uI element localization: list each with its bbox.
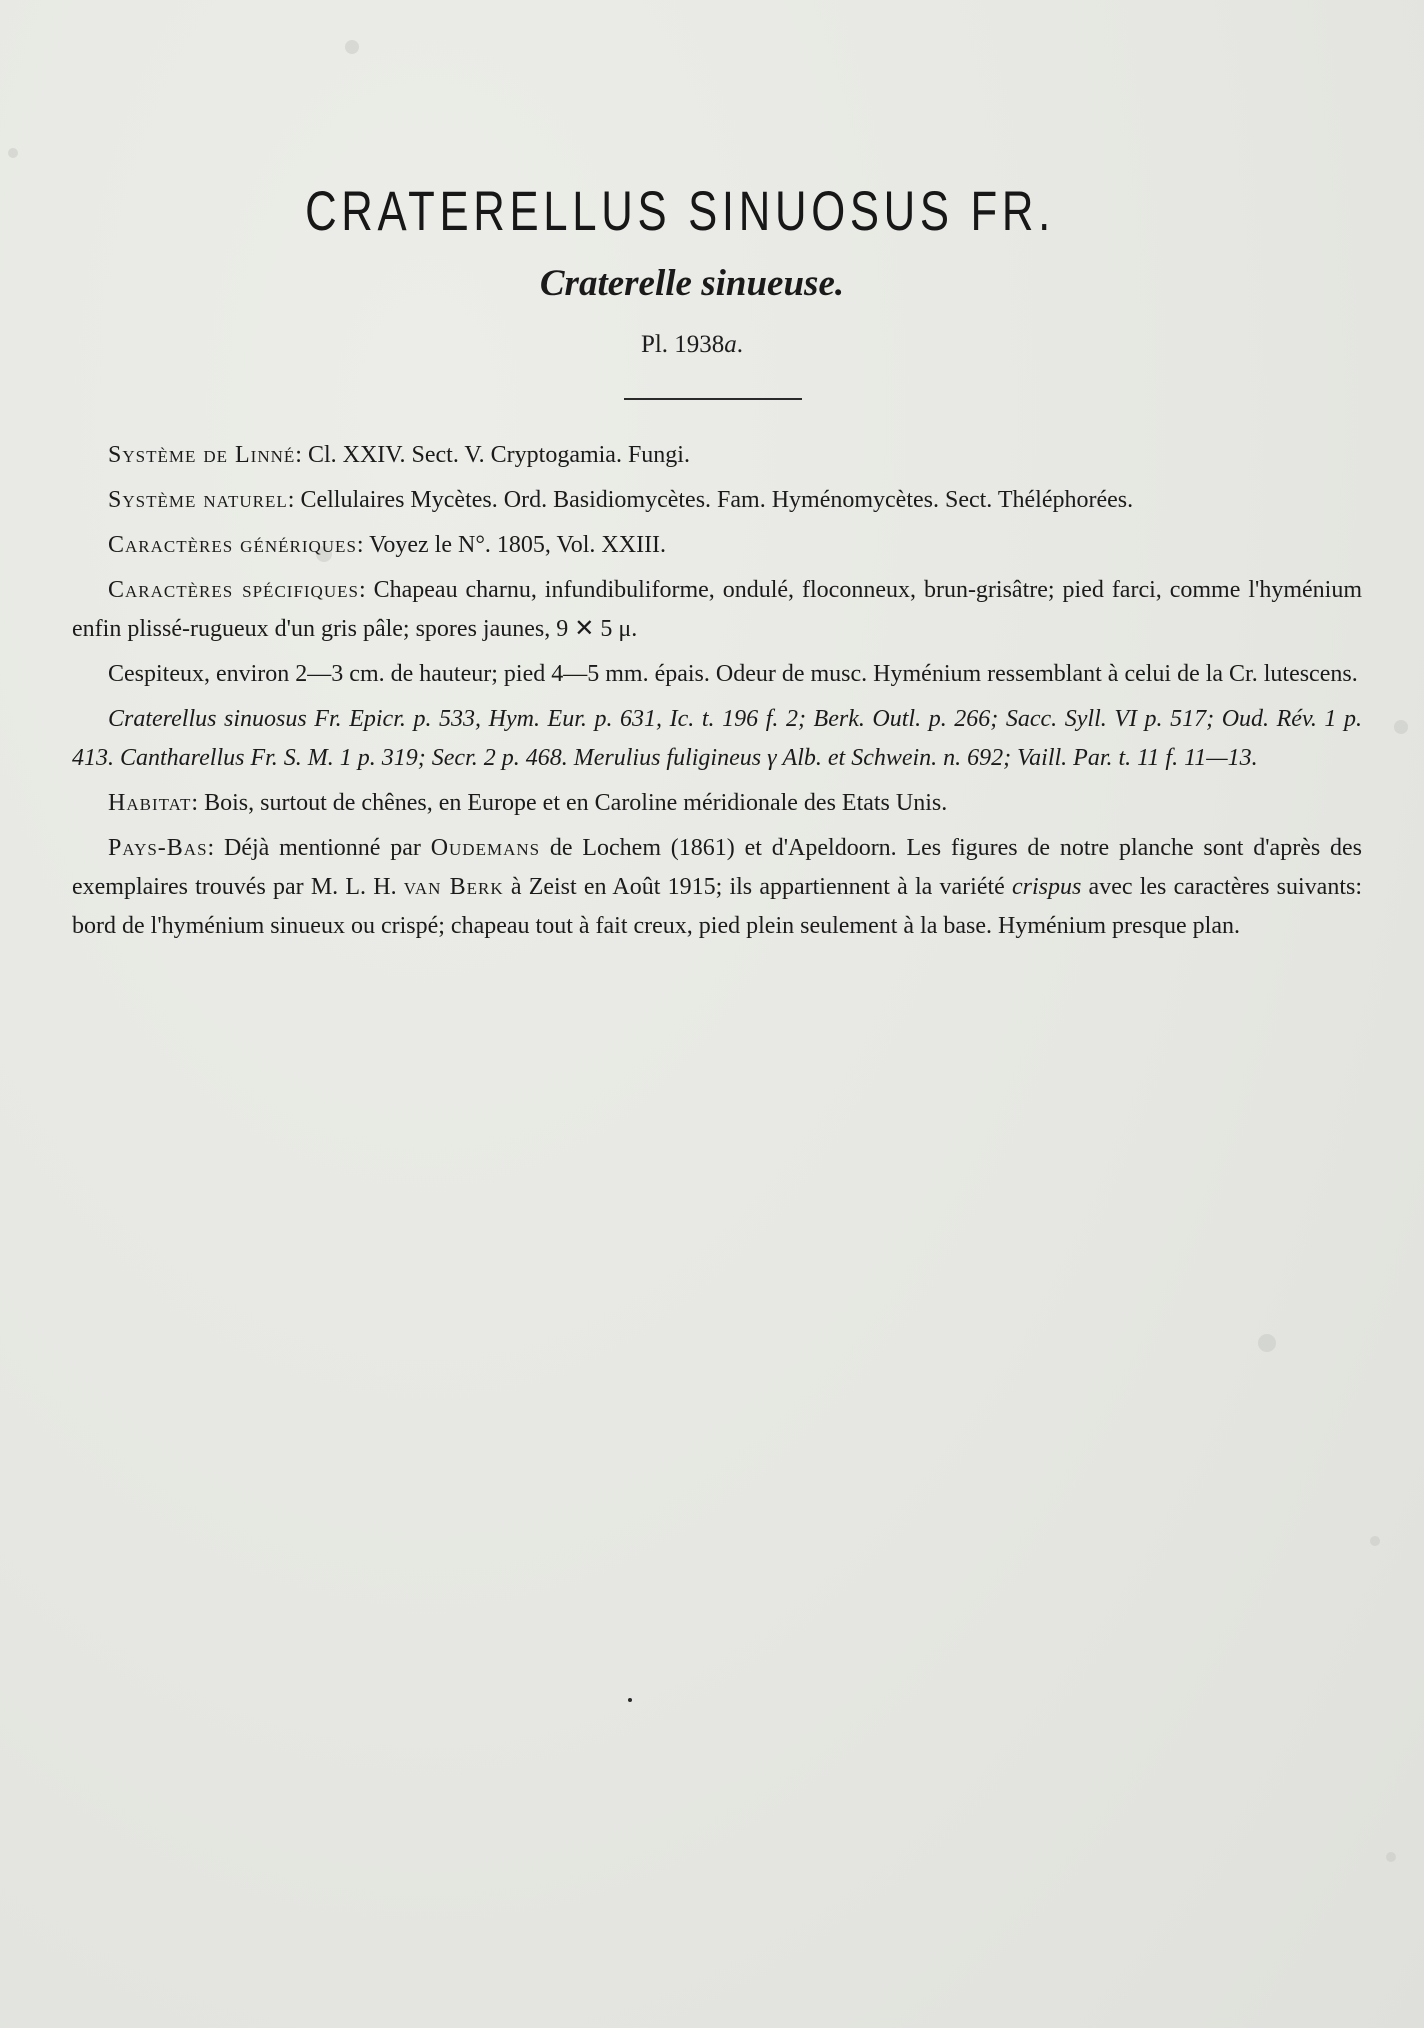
page-title: CRATERELLUS SINUOSUS FR.: [305, 179, 1055, 242]
text-caracteres-specifiques: : Chapeau charnu, infundibuliforme, ondulé, floconneux, brun-grisâtre; pied farci, comme l'hyménium enfin plissé-rugueux d'un gris pâle; spores jaunes, 9 ✕ 5 μ.: [72, 577, 1362, 642]
paper-spot: [8, 148, 18, 158]
paper-spot: [1370, 1536, 1380, 1546]
paragraph-caracteres-specifiques: [72, 571, 1362, 649]
text-pays-bas-4: avec les caractères suivants: bord de l'hyménium sinueux ou crispé; chapeau tout à fait creux, pied plein seulement à la base. Hyménium presque plan.: [72, 874, 1363, 939]
text-pays-bas-1: : Déjà mentionné par: [207, 835, 431, 861]
plate-prefix: Pl. 1938: [640, 331, 725, 358]
title-divider: [624, 398, 802, 400]
plate-suffix: a: [724, 331, 737, 358]
variety-crispus: crispus: [1012, 874, 1082, 900]
plate-end: .: [736, 331, 744, 358]
text-pays-bas-3: à Zeist en Août 1915; ils appartiennent à la variété: [503, 874, 1013, 900]
paper-spot: [1258, 1334, 1276, 1352]
text-habitat: : Bois, surtout de chênes, en Europe et en Caroline méridionale des Etats Unis.: [191, 790, 948, 816]
label-pays-bas: Pays-Bas: [108, 835, 208, 861]
author-oudemans: Oudemans: [430, 835, 541, 861]
paragraph-description: Cespiteux, environ 2—3 cm. de hauteur; pied 4—5 mm. épais. Odeur de musc. Hyménium ressemblant à celui de la Cr. lutescens.: [108, 661, 1358, 687]
paper-spot: [1386, 1852, 1396, 1862]
ink-dot: [628, 1698, 632, 1702]
paper-spot: [1394, 720, 1408, 734]
text-systeme-naturel: : Cellulaires Mycètes. Ord. Basidiomycètes. Fam. Hyménomycètes. Sect. Théléphorées.: [287, 487, 1134, 513]
paper-spot: [345, 40, 359, 54]
paragraph-caracteres-generiques: [72, 526, 1362, 565]
plate-number: [0, 331, 1404, 359]
label-systeme-naturel: Système naturel: [108, 487, 288, 513]
label-caracteres-specifiques: Caractères spécifiques: [108, 577, 359, 603]
paragraph-systeme-naturel: [72, 481, 1362, 520]
paragraph-habitat: [72, 784, 1362, 823]
label-systeme-linne: Système de Linné: [108, 442, 296, 468]
text-pays-bas-2: de Lochem (1861) et d'Apeldoorn. Les figures de notre planche sont d'après des exemplaires trouvés par M. L. H.: [72, 835, 1362, 900]
page-subtitle: Craterelle sinueuse.: [539, 263, 845, 304]
text-systeme-linne: : Cl. XXIV. Sect. V. Cryptogamia. Fungi.: [295, 442, 690, 468]
label-habitat: Habitat: [108, 790, 192, 816]
collector-van-berk: van Berk: [403, 874, 504, 900]
document-body: [72, 436, 1362, 952]
paragraph-pays-bas: [72, 829, 1362, 946]
paragraph-references: Craterellus sinuosus Fr. Epicr. p. 533, Hym. Eur. p. 631, Ic. t. 196 f. 2; Berk. Outl. p. 266; Sacc. Syll. VI p. 517; Oud. Rév. 1 p. 413. Cantharellus Fr. S. M. 1 p. 319; Secr. 2 p. 468. Merulius fuligineus γ Alb. et Schwein. n. 692; Vaill. Par. t. 11 f. 11—13.: [72, 706, 1362, 771]
paragraph-systeme-linne: [72, 436, 1362, 475]
text-caracteres-generiques: : Voyez le N°. 1805, Vol. XXIII.: [356, 532, 667, 558]
label-caracteres-generiques: Caractères génériques: [108, 532, 357, 558]
